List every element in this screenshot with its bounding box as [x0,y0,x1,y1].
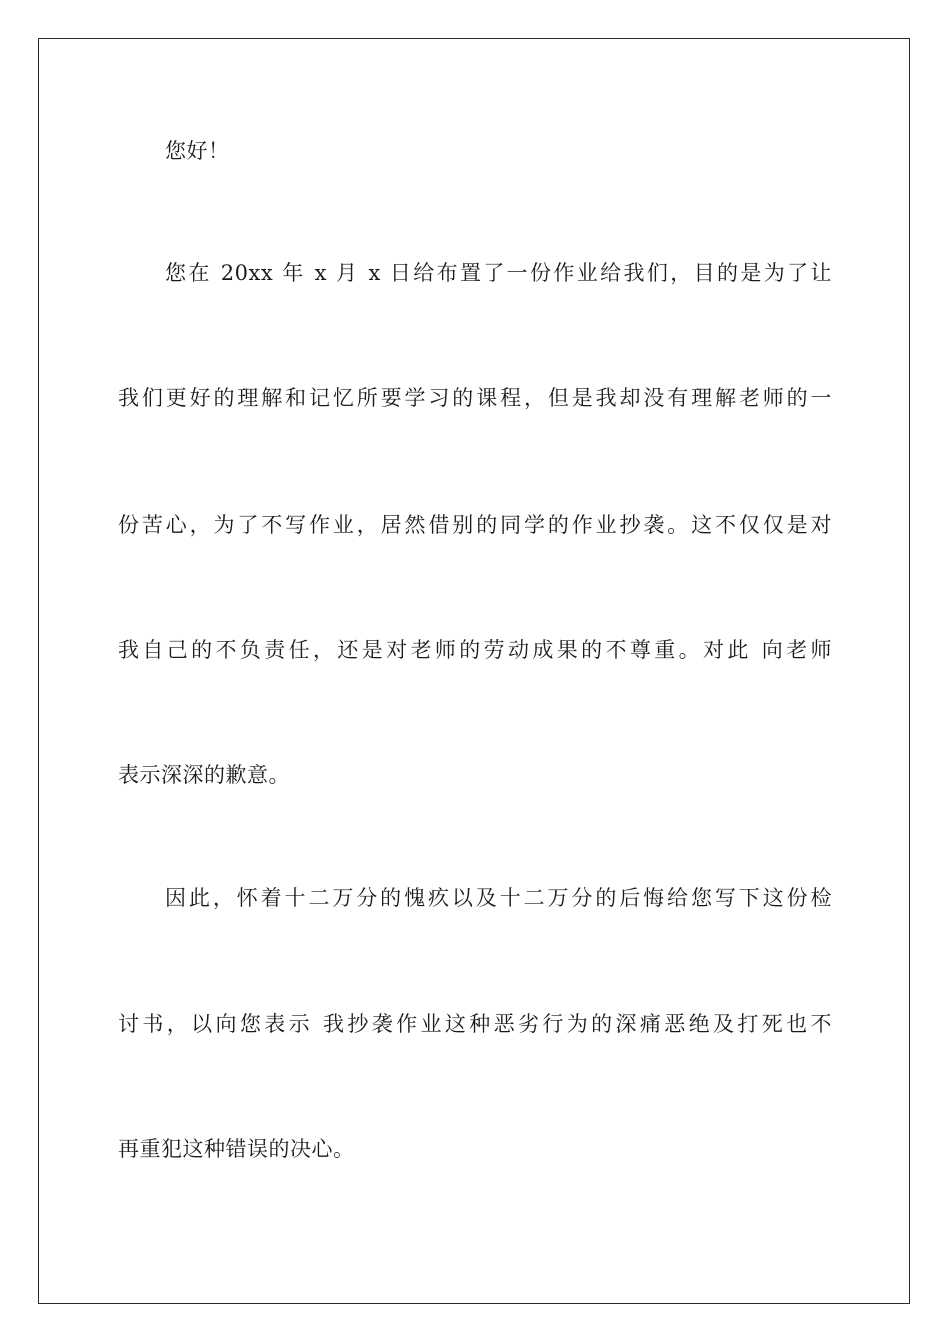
paragraph-2-line-2: 讨书，以向您表示 我抄袭作业这种恶劣行为的深痛恶绝及打死也不 [118,1012,832,1036]
paragraph-2-line-3: 再重犯这种错误的决心。 [118,1137,355,1161]
paragraph-1-line-2: 我们更好的理解和记忆所要学习的课程，但是我却没有理解老师的一 [118,386,832,410]
paragraph-1-line-1: 您在 20xx 年 x 月 x 日给布置了一份作业给我们，目的是为了让 [165,261,832,285]
page-border [38,38,910,1304]
paragraph-1-line-5: 表示深深的歉意。 [118,763,290,787]
paragraph-2-line-1: 因此，怀着十二万分的愧疚以及十二万分的后悔给您写下这份检 [165,886,832,910]
paragraph-1-line-4: 我自己的不负责任，还是对老师的劳动成果的不尊重。对此 向老师 [118,638,832,662]
paragraph-1-line-3: 份苦心，为了不写作业，居然借别的同学的作业抄袭。这不仅仅是对 [118,513,832,537]
greeting: 您好！ [165,139,230,163]
